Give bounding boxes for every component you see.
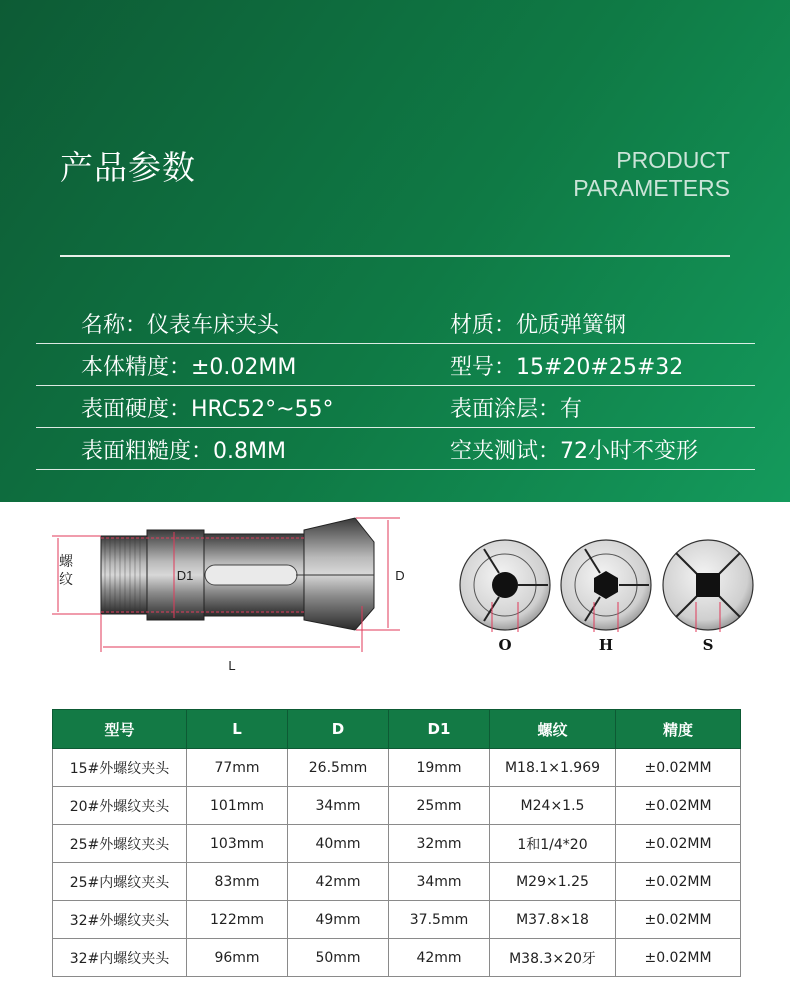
table-row xyxy=(53,901,741,939)
cell-model: 20#外螺纹夹头 xyxy=(53,787,187,825)
parameter-table xyxy=(52,709,741,977)
cell-diameter-1: 25mm xyxy=(389,787,490,825)
cell-length: 83mm xyxy=(187,863,288,901)
spec-row xyxy=(36,346,755,386)
cell-diameter-1: 19mm xyxy=(389,749,490,787)
cell-length: 101mm xyxy=(187,787,288,825)
cell-diameter-1: 37.5mm xyxy=(389,901,490,939)
spec-row xyxy=(36,304,755,344)
cell-thread: M37.8×18 xyxy=(490,901,616,939)
header-model: 型号 xyxy=(53,710,187,749)
cell-diameter-1: 42mm xyxy=(389,939,490,977)
section-label-o: O xyxy=(498,636,512,654)
table-row xyxy=(53,863,741,901)
cell-precision: ±0.02MM xyxy=(616,939,741,977)
d1-label: D1 xyxy=(176,568,194,583)
spec-hardness: 表面硬度：HRC52°~55° xyxy=(81,397,334,422)
cell-diameter: 34mm xyxy=(288,787,389,825)
cell-diameter: 50mm xyxy=(288,939,389,977)
spec-list xyxy=(36,304,755,472)
collet-diagram xyxy=(0,502,790,702)
l-label: L xyxy=(228,658,236,673)
cell-model: 25#内螺纹夹头 xyxy=(53,863,187,901)
cell-thread: M29×1.25 xyxy=(490,863,616,901)
collet-side-view xyxy=(101,518,374,630)
cell-length: 122mm xyxy=(187,901,288,939)
table-row xyxy=(53,787,741,825)
header-precision: 精度 xyxy=(616,710,741,749)
thread-label-1: 螺 xyxy=(59,554,73,570)
spec-name: 名称：仪表车床夹头 xyxy=(81,313,280,338)
spec-coating: 表面涂层：有 xyxy=(450,397,583,422)
spec-row xyxy=(36,388,755,428)
section-label-h: H xyxy=(598,636,614,654)
header-diameter-1: D1 xyxy=(389,710,490,749)
spec-model: 型号：15#20#25#32 xyxy=(450,355,684,380)
spec-precision: 本体精度：±0.02MM xyxy=(81,355,297,380)
header-diameter: D xyxy=(288,710,389,749)
cell-diameter: 40mm xyxy=(288,825,389,863)
cell-precision: ±0.02MM xyxy=(616,863,741,901)
cell-thread: M24×1.5 xyxy=(490,787,616,825)
thread-label-2: 纹 xyxy=(59,572,73,588)
cell-thread: 1和1/4*20 xyxy=(490,825,616,863)
cell-diameter: 49mm xyxy=(288,901,389,939)
table-row xyxy=(53,749,741,787)
cell-length: 77mm xyxy=(187,749,288,787)
section-round-bore xyxy=(460,540,550,654)
spec-material: 材质：优质弹簧钢 xyxy=(450,313,627,338)
cell-model: 32#外螺纹夹头 xyxy=(53,901,187,939)
cell-thread: M38.3×20牙 xyxy=(490,939,616,977)
cell-diameter: 26.5mm xyxy=(288,749,389,787)
cell-length: 103mm xyxy=(187,825,288,863)
cell-length: 96mm xyxy=(187,939,288,977)
section-square-bore xyxy=(663,540,753,654)
section-hex-bore xyxy=(561,540,651,654)
cell-diameter-1: 34mm xyxy=(389,863,490,901)
title-en-line-2: PARAMETERS xyxy=(573,175,730,201)
section-label-s: S xyxy=(702,636,714,654)
table-row xyxy=(53,825,741,863)
cell-precision: ±0.02MM xyxy=(616,825,741,863)
cell-precision: ±0.02MM xyxy=(616,749,741,787)
cell-precision: ±0.02MM xyxy=(616,901,741,939)
table-row xyxy=(53,939,741,977)
spec-row xyxy=(36,430,755,470)
cell-model: 25#外螺纹夹头 xyxy=(53,825,187,863)
title-divider xyxy=(60,255,730,257)
header-length: L xyxy=(187,710,288,749)
d-label: D xyxy=(395,568,405,583)
table-header-row xyxy=(53,710,741,749)
cell-thread: M18.1×1.969 xyxy=(490,749,616,787)
header-thread: 螺纹 xyxy=(490,710,616,749)
cell-model: 32#内螺纹夹头 xyxy=(53,939,187,977)
page-title: 产品参数 xyxy=(60,148,196,187)
cell-diameter: 42mm xyxy=(288,863,389,901)
spec-idle-test: 空夹测试：72小时不变形 xyxy=(450,439,698,464)
cell-diameter-1: 32mm xyxy=(389,825,490,863)
cell-precision: ±0.02MM xyxy=(616,787,741,825)
title-en-line-1: PRODUCT xyxy=(616,147,730,173)
spec-roughness: 表面粗糙度：0.8MM xyxy=(81,439,286,464)
page-title-english xyxy=(573,146,730,202)
cell-model: 15#外螺纹夹头 xyxy=(53,749,187,787)
